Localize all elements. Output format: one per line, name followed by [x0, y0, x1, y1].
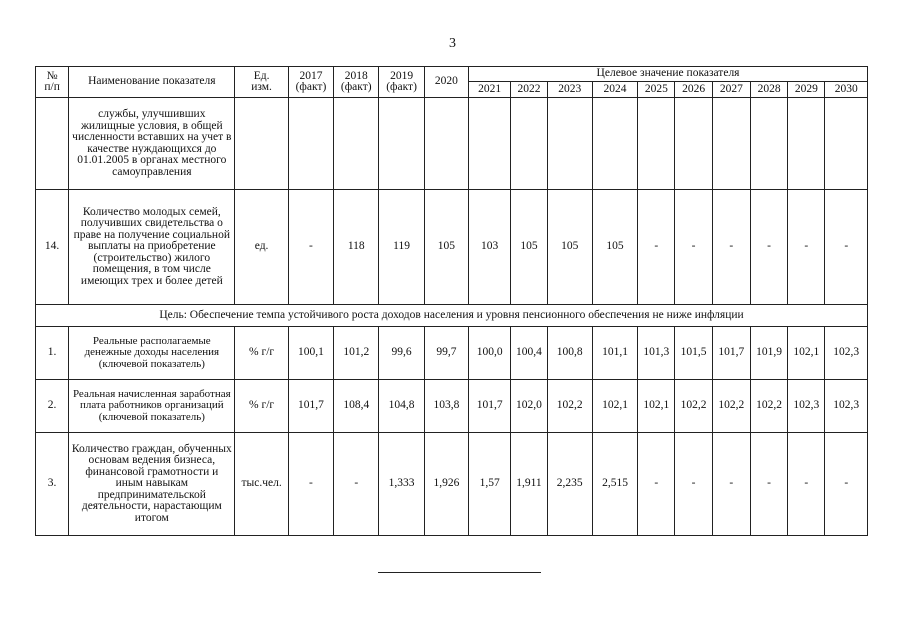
value-cell: 102,0 — [511, 380, 547, 433]
value-cell: 105 — [424, 190, 468, 305]
table-row — [36, 380, 868, 433]
value-cell: - — [638, 190, 675, 305]
value-cell — [712, 98, 750, 190]
value-cell: - — [675, 190, 712, 305]
value-cell: 101,1 — [592, 327, 637, 380]
value-cell: - — [288, 190, 333, 305]
indicator-name: Количество граждан, обученных основам ведения бизнеса, финансовой грамотности и иным навыкам предпринимательской деятельности, нарастающим итогом — [69, 433, 235, 536]
value-cell — [511, 98, 547, 190]
value-cell: 119 — [379, 190, 424, 305]
value-cell — [638, 98, 675, 190]
goal-text: Цель: Обеспечение темпа устойчивого роста доходов населения и уровня пенсионного обеспечения не ниже инфляции — [36, 305, 868, 327]
value-cell: - — [750, 433, 787, 536]
value-cell: 103,8 — [424, 380, 468, 433]
table-row — [36, 190, 868, 305]
value-cell: 99,6 — [379, 327, 424, 380]
value-cell: 100,1 — [288, 327, 333, 380]
value-cell: 105 — [592, 190, 637, 305]
row-number — [36, 98, 69, 190]
value-cell — [547, 98, 592, 190]
unit-cell: % г/г — [235, 380, 288, 433]
value-cell: 108,4 — [334, 380, 379, 433]
value-cell: 102,2 — [712, 380, 750, 433]
value-cell: 102,2 — [750, 380, 787, 433]
page-number: 3 — [449, 36, 456, 51]
indicator-name: Количество молодых семей, получивших свидетельства о праве на получение социальной выплаты на приобретение (строительство) жилого помещения, в том числе имеющих трех и более детей — [69, 190, 235, 305]
value-cell: 100,8 — [547, 327, 592, 380]
header-2020: 2020 — [424, 67, 468, 98]
header-row-1 — [36, 67, 868, 82]
value-cell: - — [675, 433, 712, 536]
value-cell: - — [825, 433, 868, 536]
value-cell: 102,1 — [788, 327, 825, 380]
header-unit: Ед. изм. — [235, 67, 288, 98]
value-cell — [825, 98, 868, 190]
value-cell: 101,7 — [288, 380, 333, 433]
header-num: № п/п — [36, 67, 69, 98]
value-cell — [675, 98, 712, 190]
indicator-name: службы, улучшивших жилищные условия, в общей численности вставших на учет в качестве нуждающихся до 01.01.2005 в органах местного самоуправления — [69, 98, 235, 190]
value-cell: - — [825, 190, 868, 305]
indicator-name: Реальная начисленная заработная плата работников организаций (ключевой показатель) — [69, 380, 235, 433]
value-cell: 101,7 — [712, 327, 750, 380]
header-2019: 2019 (факт) — [379, 67, 424, 98]
value-cell: 100,4 — [511, 327, 547, 380]
value-cell: 102,3 — [825, 327, 868, 380]
unit-cell: % г/г — [235, 327, 288, 380]
value-cell: 103 — [469, 190, 511, 305]
indicators-table — [35, 66, 868, 536]
value-cell: 2,235 — [547, 433, 592, 536]
value-cell: 101,5 — [675, 327, 712, 380]
value-cell: 102,1 — [592, 380, 637, 433]
value-cell: 1,57 — [469, 433, 511, 536]
value-cell: - — [788, 433, 825, 536]
value-cell: - — [750, 190, 787, 305]
header-year-2027: 2027 — [712, 82, 750, 98]
value-cell: 101,9 — [750, 327, 787, 380]
row-number: 14. — [36, 190, 69, 305]
value-cell: 1,911 — [511, 433, 547, 536]
goal-row — [36, 305, 868, 327]
value-cell — [424, 98, 468, 190]
value-cell: 1,926 — [424, 433, 468, 536]
value-cell — [788, 98, 825, 190]
value-cell: 101,3 — [638, 327, 675, 380]
value-cell: 105 — [547, 190, 592, 305]
value-cell — [592, 98, 637, 190]
header-year-2028: 2028 — [750, 82, 787, 98]
value-cell — [750, 98, 787, 190]
value-cell: 102,2 — [675, 380, 712, 433]
header-year-2029: 2029 — [788, 82, 825, 98]
header-year-2030: 2030 — [825, 82, 868, 98]
value-cell: - — [788, 190, 825, 305]
value-cell: 101,2 — [334, 327, 379, 380]
value-cell: 1,333 — [379, 433, 424, 536]
value-cell: 100,0 — [469, 327, 511, 380]
value-cell: 118 — [334, 190, 379, 305]
value-cell: 99,7 — [424, 327, 468, 380]
value-cell: 102,2 — [547, 380, 592, 433]
header-target: Целевое значение показателя — [469, 67, 868, 82]
header-year-2023: 2023 — [547, 82, 592, 98]
header-year-2025: 2025 — [638, 82, 675, 98]
value-cell: 104,8 — [379, 380, 424, 433]
header-year-2024: 2024 — [592, 82, 637, 98]
value-cell: - — [712, 190, 750, 305]
unit-cell — [235, 98, 288, 190]
header-2018: 2018 (факт) — [334, 67, 379, 98]
value-cell: 102,3 — [788, 380, 825, 433]
row-number: 3. — [36, 433, 69, 536]
value-cell: 102,3 — [825, 380, 868, 433]
value-cell — [334, 98, 379, 190]
unit-cell: тыс.чел. — [235, 433, 288, 536]
value-cell: 102,1 — [638, 380, 675, 433]
header-year-2022: 2022 — [511, 82, 547, 98]
header-2017: 2017 (факт) — [288, 67, 333, 98]
value-cell: 105 — [511, 190, 547, 305]
header-name: Наименование показателя — [69, 67, 235, 98]
indicator-name: Реальные располагаемые денежные доходы населения (ключевой показатель) — [69, 327, 235, 380]
value-cell: - — [638, 433, 675, 536]
unit-cell: ед. — [235, 190, 288, 305]
value-cell — [288, 98, 333, 190]
table-row — [36, 327, 868, 380]
value-cell: 101,7 — [469, 380, 511, 433]
header-year-2026: 2026 — [675, 82, 712, 98]
value-cell: - — [334, 433, 379, 536]
header-year-2021: 2021 — [469, 82, 511, 98]
value-cell — [379, 98, 424, 190]
value-cell — [469, 98, 511, 190]
value-cell: 2,515 — [592, 433, 637, 536]
footer-rule — [378, 572, 541, 573]
row-number: 1. — [36, 327, 69, 380]
value-cell: - — [288, 433, 333, 536]
table-row — [36, 433, 868, 536]
row-number: 2. — [36, 380, 69, 433]
value-cell: - — [712, 433, 750, 536]
table-row — [36, 98, 868, 190]
